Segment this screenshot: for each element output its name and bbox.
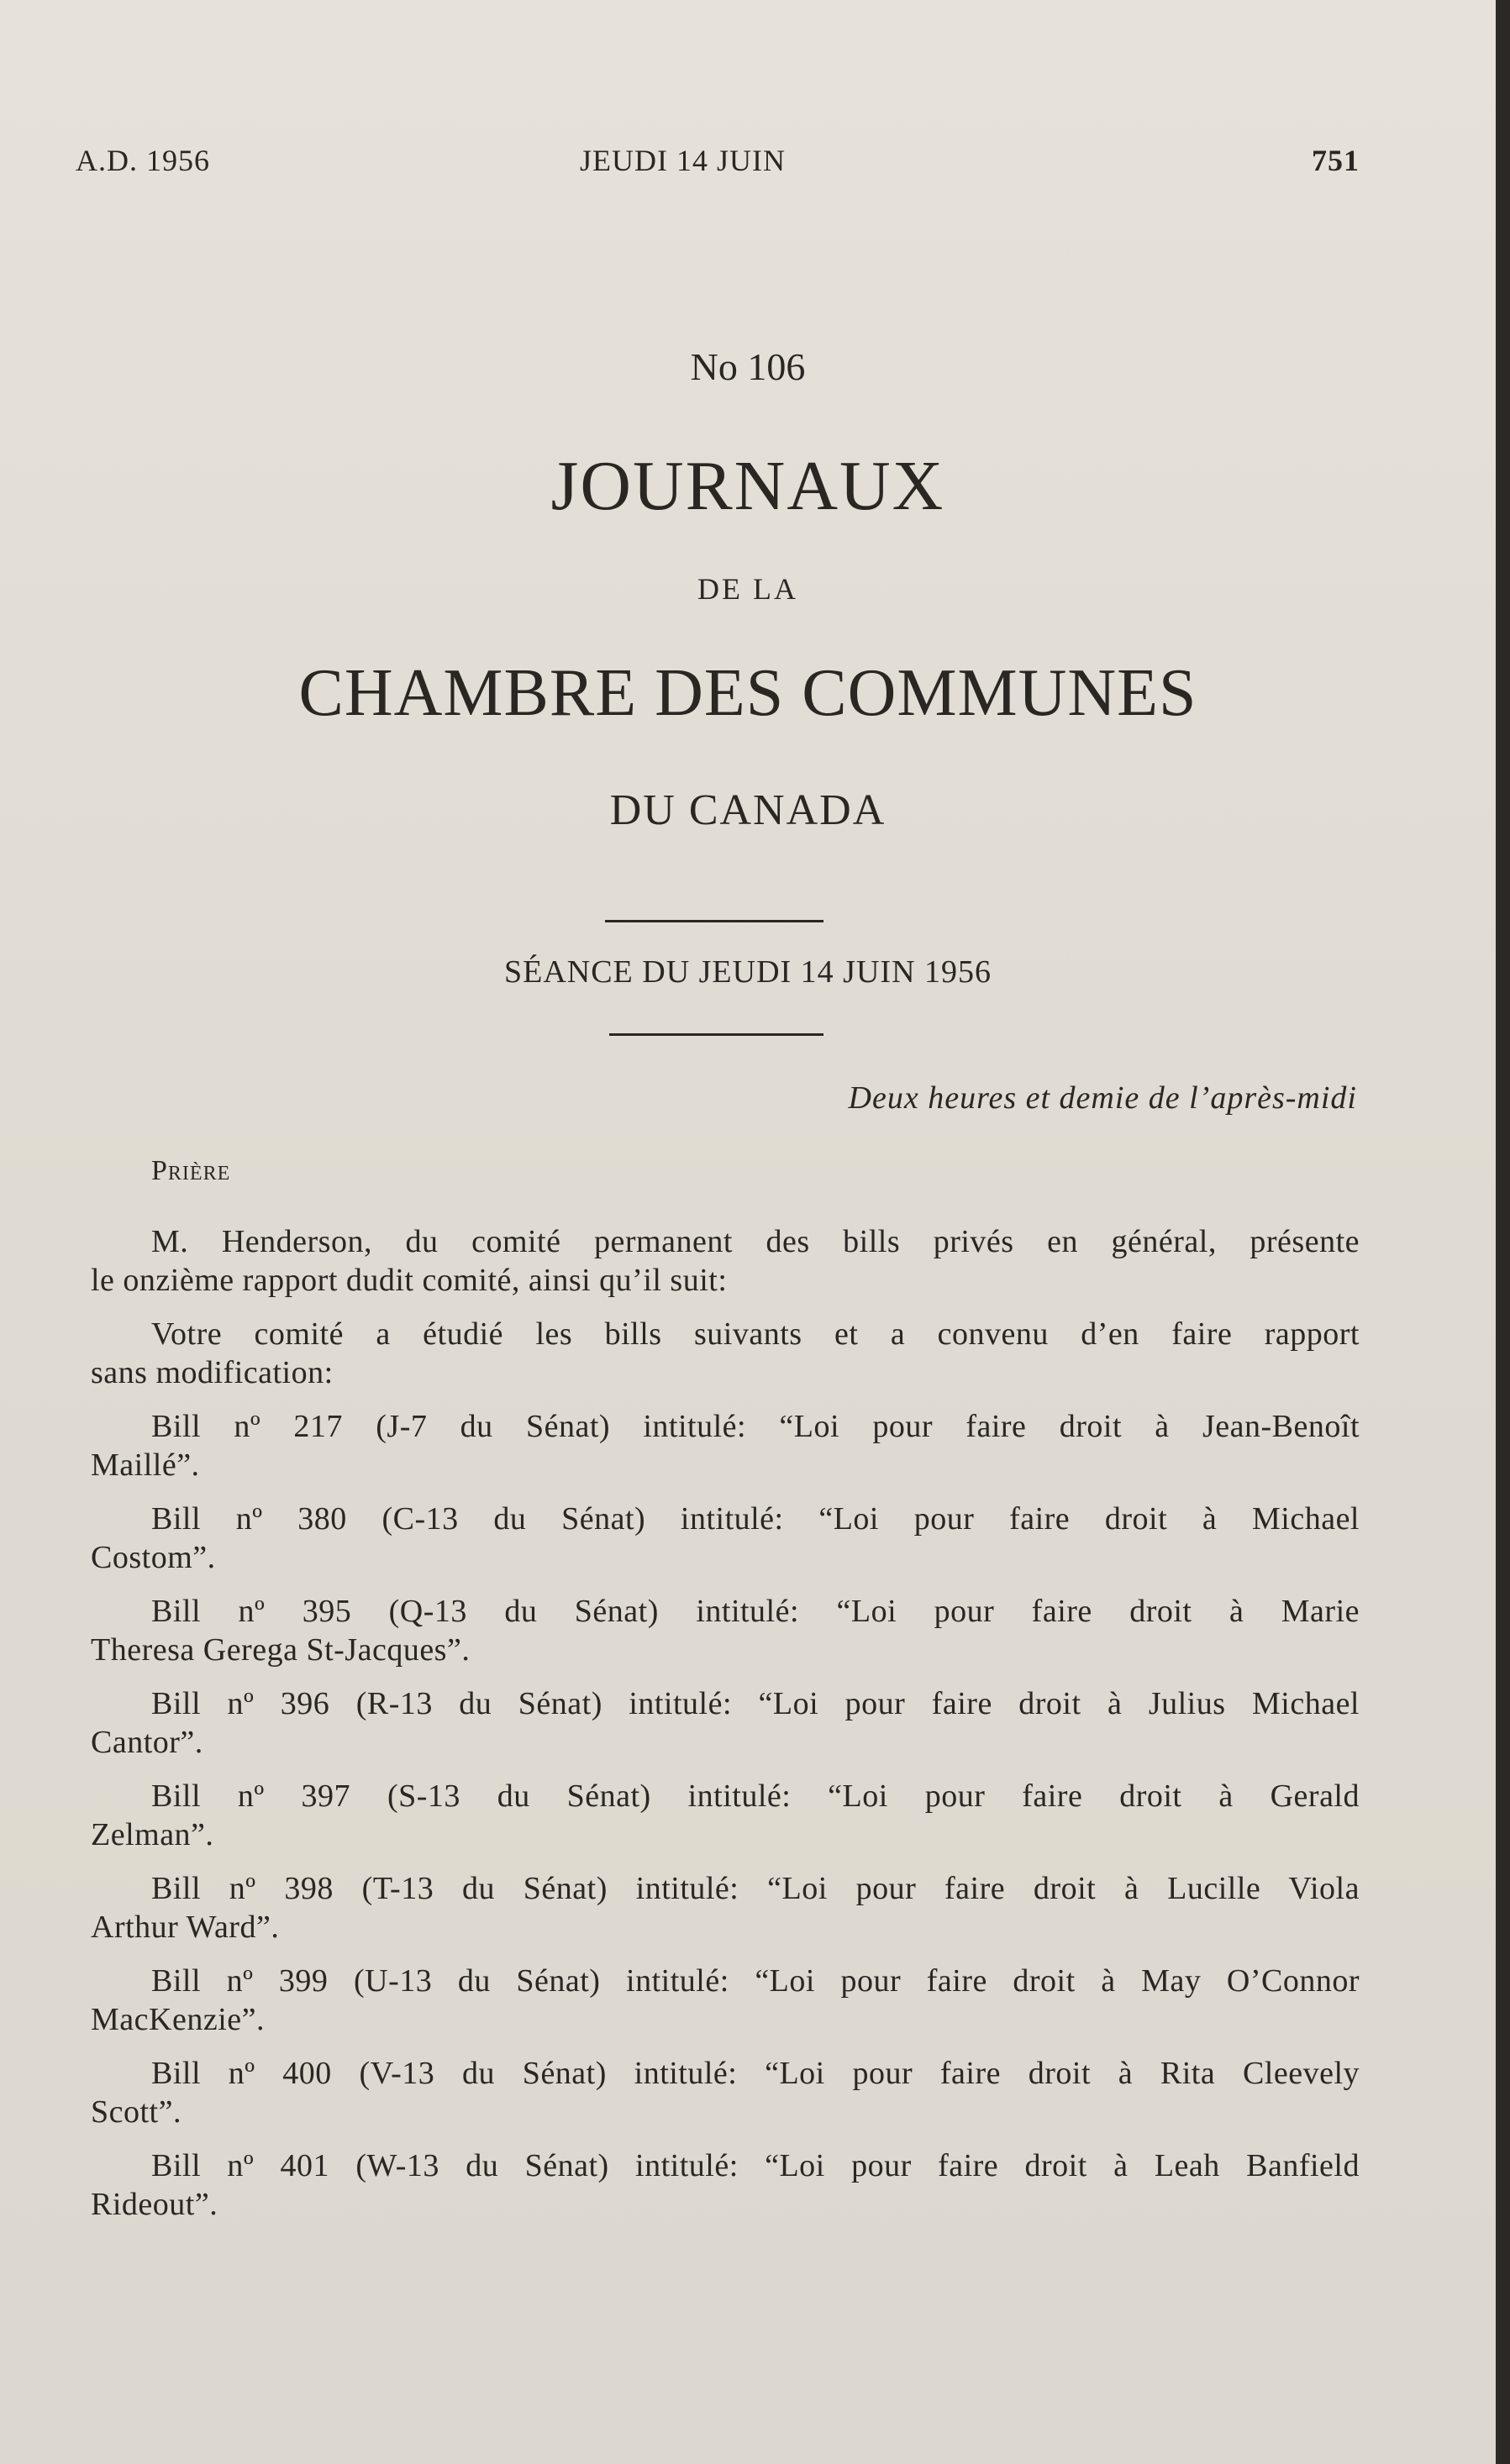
bill-line: Theresa Gerega St-Jacques”. <box>91 1632 471 1668</box>
running-head <box>76 143 1360 185</box>
bill-entry <box>91 1407 1360 1484</box>
bill-line: Bill nº 397 (S-13 du Sénat) intitulé: “Loi pour faire droit à Gerald <box>151 1778 1360 1814</box>
bill-line: Bill nº 395 (Q-13 du Sénat) intitulé: “Loi pour faire droit à Marie <box>151 1594 1360 1629</box>
bill-line: Bill nº 399 (U-13 du Sénat) intitulé: “Loi pour faire droit à May O’Connor <box>151 1963 1360 1999</box>
bill-entry <box>91 1500 1360 1577</box>
bill-line: Bill nº 400 (V-13 du Sénat) intitulé: “Loi pour faire droit à Rita Cleevely <box>151 2056 1360 2091</box>
bill-line: Arthur Ward”. <box>91 1910 280 1945</box>
page-edge-shadow <box>1496 0 1510 2464</box>
bill-line: Bill nº 396 (R-13 du Sénat) intitulé: “Loi pour faire droit à Julius Michael <box>151 1686 1360 1721</box>
bill-entry <box>91 1684 1360 1762</box>
session-heading: SÉANCE DU JEUDI 14 JUIN 1956 <box>503 954 992 990</box>
bill-line: Zelman”. <box>91 1817 214 1852</box>
bill-line: Bill nº 401 (W-13 du Sénat) intitulé: “Loi pour faire droit à Leah Banfield <box>151 2148 1360 2183</box>
title-chambre: CHAMBRE DES COMMUNES <box>298 656 1197 730</box>
page-number: 751 <box>1312 144 1360 177</box>
bill-entry <box>91 2146 1360 2224</box>
paragraph-line: le onzième rapport dudit comité, ainsi qu’il suit: <box>91 1263 728 1298</box>
running-head-year: A.D. 1956 <box>76 144 210 177</box>
issue-number: No 106 <box>690 345 806 388</box>
divider-bottom <box>609 1033 823 1036</box>
paragraph-line: M. Henderson, du comité permanent des bills privés en général, présente <box>151 1224 1360 1259</box>
bill-line: MacKenzie”. <box>91 2002 265 2037</box>
running-head-date: JEUDI 14 JUIN <box>580 144 786 177</box>
report-paragraph <box>91 1222 1360 1300</box>
bill-line: Bill nº 380 (C-13 du Sénat) intitulé: “Loi pour faire droit à Michael <box>151 1501 1360 1537</box>
bill-line: Maillé”. <box>91 1447 200 1483</box>
bill-entry <box>91 1777 1360 1854</box>
section-priere: Prière <box>151 1155 231 1186</box>
bill-entry <box>91 2054 1360 2131</box>
bill-line: Bill nº 398 (T-13 du Sénat) intitulé: “Loi pour faire droit à Lucille Viola <box>151 1871 1360 1906</box>
divider-top <box>605 920 823 922</box>
report-paragraph <box>91 1315 1360 1392</box>
bill-line: Rideout”. <box>91 2187 218 2222</box>
bill-line: Costom”. <box>91 1540 216 1575</box>
title-de-la: DE LA <box>697 572 798 606</box>
bill-line: Scott”. <box>91 2094 182 2130</box>
title-du-canada: DU CANADA <box>609 786 887 834</box>
paragraph-line: sans modification: <box>91 1355 334 1390</box>
bill-line: Bill nº 217 (J-7 du Sénat) intitulé: “Loi pour faire droit à Jean-Benoît <box>151 1409 1360 1444</box>
session-time: Deux heures et demie de l’après-midi <box>848 1080 1357 1116</box>
title-journaux: JOURNAUX <box>550 447 945 525</box>
bill-entry <box>91 1592 1360 1669</box>
bill-entry <box>91 1962 1360 2039</box>
bill-entry <box>91 1869 1360 1947</box>
paragraph-line: Votre comité a étudié les bills suivants et a convenu d’en faire rapport <box>151 1316 1360 1352</box>
bill-line: Cantor”. <box>91 1725 203 1760</box>
